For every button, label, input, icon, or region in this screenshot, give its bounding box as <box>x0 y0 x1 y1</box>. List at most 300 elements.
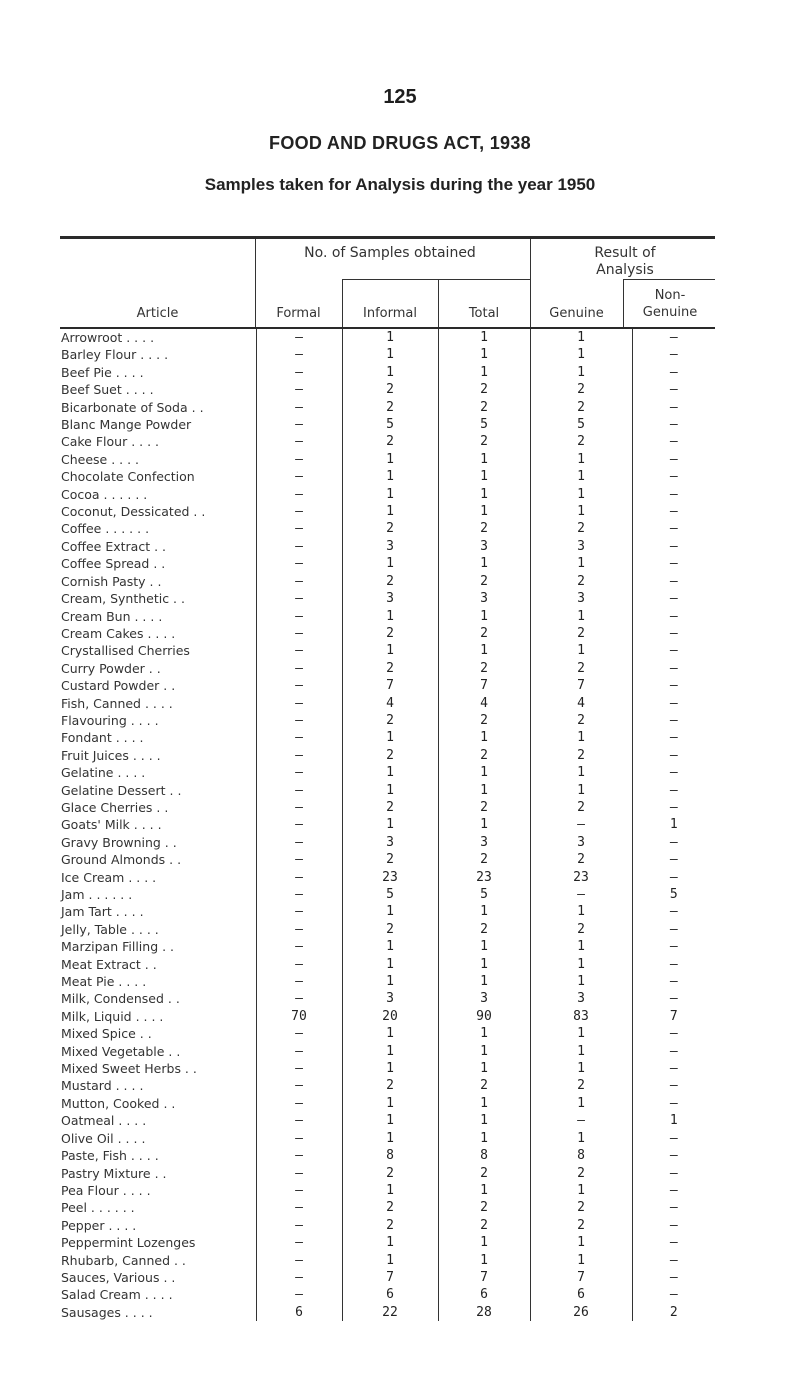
table-row <box>60 642 715 659</box>
genuine-cell: 3 <box>530 590 632 607</box>
article-cell: Cheese . . . . <box>61 451 140 467</box>
article-cell: Ground Almonds . . <box>61 852 182 868</box>
total-cell: 1 <box>438 451 530 468</box>
informal-cell: 2 <box>342 799 438 816</box>
formal-cell: — <box>256 486 342 503</box>
table-row <box>60 1165 715 1182</box>
non-genuine-cell: — <box>632 416 715 433</box>
total-cell: 1 <box>438 1112 530 1129</box>
article-cell: Milk, Condensed . . <box>61 991 180 1007</box>
genuine-cell: 2 <box>530 1077 632 1094</box>
non-genuine-cell: 1 <box>632 816 715 833</box>
table-row <box>60 555 715 572</box>
article-cell: Marzipan Filling . . <box>61 939 175 955</box>
informal-cell: 2 <box>342 1165 438 1182</box>
article-cell: Paste, Fish . . . . <box>61 1148 159 1164</box>
formal-cell: — <box>256 1095 342 1112</box>
table-row <box>60 973 715 990</box>
non-genuine-cell: — <box>632 329 715 346</box>
total-cell: 1 <box>438 364 530 381</box>
total-cell: 1 <box>438 782 530 799</box>
table-row <box>60 1077 715 1094</box>
informal-cell: 1 <box>342 1095 438 1112</box>
article-cell: Mustard . . . . <box>61 1078 144 1094</box>
genuine-cell: 2 <box>530 399 632 416</box>
non-genuine-cell: — <box>632 712 715 729</box>
formal-cell: — <box>256 1077 342 1094</box>
total-cell: 1 <box>438 973 530 990</box>
article-cell: Beef Suet . . . . <box>61 382 154 398</box>
table-row <box>60 799 715 816</box>
non-genuine-cell: — <box>632 747 715 764</box>
informal-cell: 22 <box>342 1304 438 1321</box>
article-cell: Jam Tart . . . . <box>61 904 144 920</box>
formal-cell: — <box>256 712 342 729</box>
genuine-cell: 1 <box>530 503 632 520</box>
table-row <box>60 1112 715 1129</box>
non-genuine-cell: — <box>632 468 715 485</box>
informal-cell: 1 <box>342 329 438 346</box>
non-genuine-cell: — <box>632 451 715 468</box>
formal-cell: — <box>256 816 342 833</box>
article-cell: Ice Cream . . . . <box>61 869 157 885</box>
informal-cell: 2 <box>342 1199 438 1216</box>
informal-cell: 1 <box>342 782 438 799</box>
non-genuine-cell: — <box>632 903 715 920</box>
non-genuine-cell: — <box>632 782 715 799</box>
article-cell: Olive Oil . . . . <box>61 1130 146 1146</box>
table-row <box>60 573 715 590</box>
total-cell: 8 <box>438 1147 530 1164</box>
informal-cell: 2 <box>342 1077 438 1094</box>
informal-cell: 1 <box>342 764 438 781</box>
non-genuine-cell: 1 <box>632 1112 715 1129</box>
formal-cell: — <box>256 346 342 363</box>
informal-cell: 2 <box>342 399 438 416</box>
samples-table-body <box>60 329 715 1321</box>
informal-cell: 3 <box>342 834 438 851</box>
table-row <box>60 1182 715 1199</box>
genuine-cell: 1 <box>530 468 632 485</box>
article-cell: Beef Pie . . . . <box>61 364 144 380</box>
genuine-cell: 2 <box>530 573 632 590</box>
total-cell: 1 <box>438 346 530 363</box>
genuine-cell: 2 <box>530 799 632 816</box>
non-genuine-cell: — <box>632 364 715 381</box>
formal-cell: — <box>256 1165 342 1182</box>
col-genuine-heading: Genuine <box>549 306 604 321</box>
total-cell: 2 <box>438 1199 530 1216</box>
non-genuine-cell: — <box>632 938 715 955</box>
table-row <box>60 1252 715 1269</box>
total-cell: 3 <box>438 590 530 607</box>
genuine-cell: 2 <box>530 747 632 764</box>
total-cell: 2 <box>438 433 530 450</box>
col-article-heading: Article <box>136 306 179 321</box>
non-genuine-cell: — <box>632 1077 715 1094</box>
total-cell: 4 <box>438 695 530 712</box>
non-genuine-cell: — <box>632 381 715 398</box>
formal-cell: — <box>256 451 342 468</box>
informal-cell: 1 <box>342 1112 438 1129</box>
informal-cell: 2 <box>342 573 438 590</box>
formal-cell: — <box>256 538 342 555</box>
informal-cell: 7 <box>342 1269 438 1286</box>
informal-cell: 1 <box>342 1182 438 1199</box>
samples-table <box>60 236 715 1321</box>
non-genuine-cell: — <box>632 764 715 781</box>
non-genuine-cell: — <box>632 520 715 537</box>
total-cell: 1 <box>438 903 530 920</box>
formal-cell: — <box>256 1269 342 1286</box>
informal-cell: 5 <box>342 886 438 903</box>
informal-cell: 8 <box>342 1147 438 1164</box>
table-row <box>60 468 715 485</box>
informal-cell: 1 <box>342 346 438 363</box>
informal-cell: 7 <box>342 677 438 694</box>
formal-cell: — <box>256 642 342 659</box>
table-row <box>60 921 715 938</box>
informal-cell: 1 <box>342 1060 438 1077</box>
formal-cell: — <box>256 608 342 625</box>
table-row <box>60 712 715 729</box>
table-row <box>60 851 715 868</box>
total-cell: 2 <box>438 799 530 816</box>
formal-cell: — <box>256 747 342 764</box>
non-genuine-cell: — <box>632 486 715 503</box>
article-cell: Pepper . . . . <box>61 1217 137 1233</box>
non-genuine-cell: — <box>632 956 715 973</box>
non-genuine-cell: — <box>632 1217 715 1234</box>
informal-cell: 1 <box>342 555 438 572</box>
non-genuine-cell: — <box>632 990 715 1007</box>
informal-cell: 1 <box>342 486 438 503</box>
article-cell: Salad Cream . . . . <box>61 1287 173 1303</box>
total-cell: 1 <box>438 1060 530 1077</box>
article-cell: Cake Flour . . . . <box>61 434 160 450</box>
total-cell: 7 <box>438 1269 530 1286</box>
genuine-cell: 6 <box>530 1286 632 1303</box>
non-genuine-cell: — <box>632 973 715 990</box>
non-genuine-cell: — <box>632 660 715 677</box>
genuine-cell: 83 <box>530 1008 632 1025</box>
header-subrule <box>342 279 530 280</box>
article-cell: Bicarbonate of Soda . . <box>61 399 204 415</box>
article-cell: Mutton, Cooked . . <box>61 1095 176 1111</box>
informal-cell: 6 <box>342 1286 438 1303</box>
table-row <box>60 1043 715 1060</box>
informal-cell: 2 <box>342 660 438 677</box>
non-genuine-cell: — <box>632 1130 715 1147</box>
genuine-cell: 2 <box>530 433 632 450</box>
total-cell: 7 <box>438 677 530 694</box>
non-genuine-cell: — <box>632 1060 715 1077</box>
genuine-cell: 1 <box>530 329 632 346</box>
genuine-cell: 1 <box>530 729 632 746</box>
total-cell: 2 <box>438 399 530 416</box>
non-genuine-cell: — <box>632 1234 715 1251</box>
total-cell: 1 <box>438 764 530 781</box>
article-cell: Coffee Spread . . <box>61 556 166 572</box>
genuine-cell: 1 <box>530 1130 632 1147</box>
total-cell: 6 <box>438 1286 530 1303</box>
table-row <box>60 1025 715 1042</box>
genuine-cell: 7 <box>530 677 632 694</box>
genuine-cell: — <box>530 886 632 903</box>
article-cell: Milk, Liquid . . . . <box>61 1008 164 1024</box>
genuine-cell: 1 <box>530 1043 632 1060</box>
informal-cell: 1 <box>342 608 438 625</box>
col-informal-heading: Informal <box>363 306 417 321</box>
non-genuine-cell: — <box>632 346 715 363</box>
article-cell: Custard Powder . . <box>61 678 176 694</box>
formal-cell: — <box>256 1043 342 1060</box>
total-cell: 90 <box>438 1008 530 1025</box>
non-genuine-cell: — <box>632 1252 715 1269</box>
table-row <box>60 346 715 363</box>
genuine-cell: 3 <box>530 990 632 1007</box>
article-cell: Coffee Extract . . <box>61 538 167 554</box>
genuine-cell: 26 <box>530 1304 632 1321</box>
genuine-cell: 1 <box>530 364 632 381</box>
article-cell: Curry Powder . . <box>61 660 161 676</box>
informal-cell: 1 <box>342 642 438 659</box>
article-cell: Cream Cakes . . . . <box>61 625 176 641</box>
non-genuine-cell: — <box>632 625 715 642</box>
informal-cell: 2 <box>342 1217 438 1234</box>
genuine-cell: 2 <box>530 520 632 537</box>
table-row <box>60 834 715 851</box>
genuine-cell: 5 <box>530 416 632 433</box>
formal-cell: — <box>256 590 342 607</box>
total-cell: 1 <box>438 729 530 746</box>
formal-cell: — <box>256 990 342 1007</box>
informal-cell: 23 <box>342 869 438 886</box>
article-cell: Goats' Milk . . . . <box>61 817 162 833</box>
formal-cell: — <box>256 1112 342 1129</box>
article-cell: Cream Bun . . . . <box>61 608 163 624</box>
total-cell: 3 <box>438 538 530 555</box>
article-cell: Sauces, Various . . <box>61 1269 176 1285</box>
formal-cell: — <box>256 1025 342 1042</box>
total-cell: 2 <box>438 747 530 764</box>
non-genuine-cell: — <box>632 1095 715 1112</box>
non-genuine-cell: — <box>632 1269 715 1286</box>
table-row <box>60 764 715 781</box>
total-cell: 2 <box>438 573 530 590</box>
table-row <box>60 1008 715 1025</box>
article-cell: Pea Flour . . . . <box>61 1182 151 1198</box>
article-cell: Meat Extract . . <box>61 956 157 972</box>
table-row <box>60 520 715 537</box>
genuine-cell: 1 <box>530 973 632 990</box>
genuine-cell: 2 <box>530 921 632 938</box>
article-cell: Meat Pie . . . . <box>61 974 147 990</box>
non-genuine-cell: — <box>632 677 715 694</box>
non-genuine-cell: — <box>632 851 715 868</box>
informal-cell: 1 <box>342 1234 438 1251</box>
total-cell: 2 <box>438 1217 530 1234</box>
formal-cell: — <box>256 677 342 694</box>
formal-cell: — <box>256 1286 342 1303</box>
table-row <box>60 1095 715 1112</box>
genuine-cell: 2 <box>530 381 632 398</box>
total-cell: 2 <box>438 1077 530 1094</box>
non-genuine-cell: 2 <box>632 1304 715 1321</box>
formal-cell: — <box>256 938 342 955</box>
table-row <box>60 1147 715 1164</box>
formal-cell: — <box>256 1182 342 1199</box>
informal-cell: 1 <box>342 1025 438 1042</box>
total-cell: 23 <box>438 869 530 886</box>
total-cell: 1 <box>438 555 530 572</box>
genuine-cell: — <box>530 816 632 833</box>
genuine-cell: 1 <box>530 346 632 363</box>
non-genuine-cell: — <box>632 1147 715 1164</box>
total-cell: 2 <box>438 851 530 868</box>
non-genuine-cell: — <box>632 1165 715 1182</box>
article-cell: Mixed Spice . . <box>61 1026 152 1042</box>
genuine-cell: 2 <box>530 1217 632 1234</box>
group-samples-heading: No. of Samples obtained <box>304 245 476 261</box>
article-cell: Fondant . . . . <box>61 730 144 746</box>
informal-cell: 1 <box>342 938 438 955</box>
total-cell: 2 <box>438 660 530 677</box>
informal-cell: 3 <box>342 990 438 1007</box>
informal-cell: 2 <box>342 381 438 398</box>
informal-cell: 5 <box>342 416 438 433</box>
col-total-heading: Total <box>468 306 500 321</box>
informal-cell: 20 <box>342 1008 438 1025</box>
article-cell: Oatmeal . . . . <box>61 1113 147 1129</box>
article-cell: Rhubarb, Canned . . <box>61 1252 186 1268</box>
article-cell: Jelly, Table . . . . <box>61 921 159 937</box>
table-row <box>60 816 715 833</box>
table-row <box>60 1304 715 1321</box>
non-genuine-cell: — <box>632 921 715 938</box>
informal-cell: 1 <box>342 956 438 973</box>
article-cell: Gravy Browning . . <box>61 834 177 850</box>
total-cell: 2 <box>438 921 530 938</box>
informal-cell: 1 <box>342 973 438 990</box>
article-cell: Flavouring . . . . <box>61 712 159 728</box>
article-cell: Gelatine Dessert . . <box>61 782 182 798</box>
genuine-cell: 1 <box>530 782 632 799</box>
non-genuine-cell: — <box>632 555 715 572</box>
non-genuine-cell: 5 <box>632 886 715 903</box>
total-cell: 1 <box>438 1095 530 1112</box>
article-cell: Peppermint Lozenges <box>61 1235 196 1251</box>
table-row <box>60 938 715 955</box>
formal-cell: — <box>256 555 342 572</box>
article-cell: Coffee . . . . . . <box>61 521 150 537</box>
article-cell: Mixed Vegetable . . <box>61 1043 181 1059</box>
formal-cell: — <box>256 1217 342 1234</box>
total-cell: 1 <box>438 608 530 625</box>
formal-cell: — <box>256 851 342 868</box>
non-genuine-cell: — <box>632 590 715 607</box>
table-row <box>60 451 715 468</box>
informal-cell: 2 <box>342 520 438 537</box>
total-cell: 1 <box>438 1234 530 1251</box>
table-row <box>60 1286 715 1303</box>
formal-cell: — <box>256 573 342 590</box>
total-cell: 1 <box>438 503 530 520</box>
genuine-cell: — <box>530 1112 632 1129</box>
non-genuine-cell: — <box>632 642 715 659</box>
total-cell: 1 <box>438 1182 530 1199</box>
header-subrule <box>623 279 715 280</box>
genuine-cell: 23 <box>530 869 632 886</box>
formal-cell: — <box>256 329 342 346</box>
formal-cell: — <box>256 468 342 485</box>
non-genuine-cell: — <box>632 729 715 746</box>
genuine-cell: 2 <box>530 1199 632 1216</box>
col-formal-heading: Formal <box>276 306 321 321</box>
genuine-cell: 1 <box>530 938 632 955</box>
informal-cell: 2 <box>342 747 438 764</box>
genuine-cell: 3 <box>530 538 632 555</box>
informal-cell: 1 <box>342 1043 438 1060</box>
genuine-cell: 2 <box>530 851 632 868</box>
informal-cell: 1 <box>342 468 438 485</box>
total-cell: 5 <box>438 886 530 903</box>
total-cell: 2 <box>438 712 530 729</box>
table-row <box>60 503 715 520</box>
table-row <box>60 433 715 450</box>
formal-cell: — <box>256 416 342 433</box>
total-cell: 1 <box>438 1252 530 1269</box>
genuine-cell: 1 <box>530 903 632 920</box>
total-cell: 2 <box>438 520 530 537</box>
table-row <box>60 364 715 381</box>
non-genuine-cell: 7 <box>632 1008 715 1025</box>
formal-cell: — <box>256 921 342 938</box>
genuine-cell: 1 <box>530 1252 632 1269</box>
article-cell: Glace Cherries . . <box>61 799 169 815</box>
formal-cell: — <box>256 834 342 851</box>
table-row <box>60 1269 715 1286</box>
table-row <box>60 695 715 712</box>
total-cell: 3 <box>438 834 530 851</box>
genuine-cell: 2 <box>530 660 632 677</box>
table-header <box>60 239 715 329</box>
genuine-cell: 1 <box>530 486 632 503</box>
total-cell: 1 <box>438 468 530 485</box>
total-cell: 1 <box>438 816 530 833</box>
table-row <box>60 1199 715 1216</box>
non-genuine-cell: — <box>632 433 715 450</box>
non-genuine-cell: — <box>632 1182 715 1199</box>
informal-cell: 1 <box>342 729 438 746</box>
genuine-cell: 1 <box>530 1182 632 1199</box>
article-cell: Fish, Canned . . . . <box>61 695 173 711</box>
genuine-cell: 1 <box>530 956 632 973</box>
formal-cell: — <box>256 695 342 712</box>
article-cell: Jam . . . . . . <box>61 887 133 902</box>
table-row <box>60 990 715 1007</box>
genuine-cell: 1 <box>530 642 632 659</box>
formal-cell: — <box>256 520 342 537</box>
table-row <box>60 782 715 799</box>
page-title: FOOD AND DRUGS ACT, 1938 <box>269 133 531 153</box>
table-row <box>60 590 715 607</box>
genuine-cell: 1 <box>530 555 632 572</box>
table-row <box>60 486 715 503</box>
table-row <box>60 1130 715 1147</box>
article-cell: Cream, Synthetic . . <box>61 591 185 607</box>
informal-cell: 1 <box>342 364 438 381</box>
